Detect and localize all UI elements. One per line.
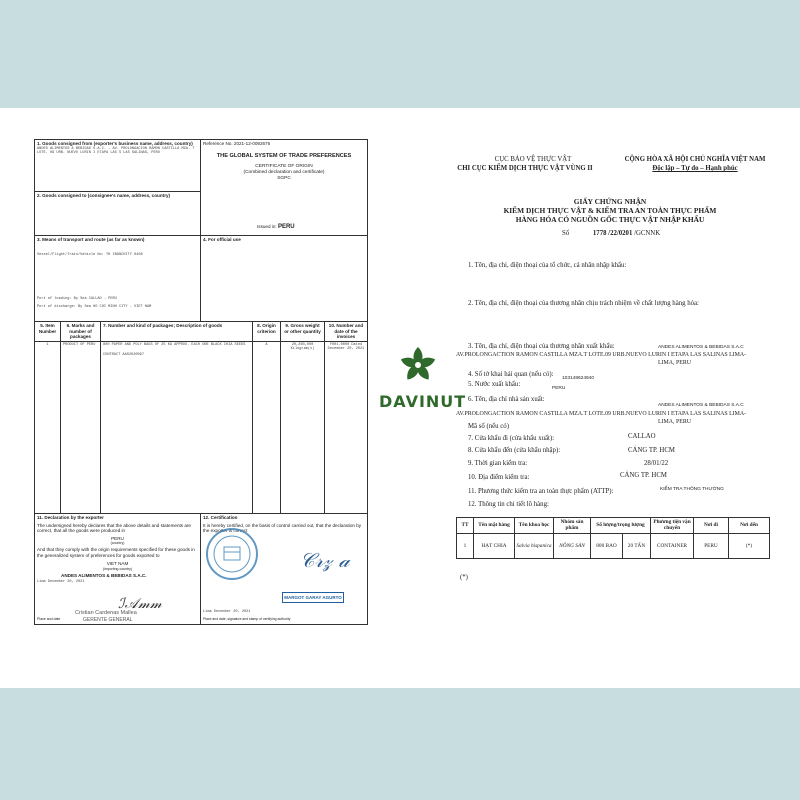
title-line2: KIỂM DỊCH THỰC VẬT & KIỂM TRA AN TOÀN THỰC PHẨM: [503, 206, 717, 215]
issued-in: [257, 224, 295, 231]
box3-label: 3. Means of transport and route (as far as known): [37, 237, 145, 242]
field-6: 6. Tên, địa chỉ nhà sản xuất:: [468, 396, 545, 403]
sgpc-label: SGPC: [277, 175, 291, 181]
certification-place-date: Lima December 20, 2021: [203, 610, 251, 614]
cert-title: CERTIFICATE OF ORIGIN: [255, 164, 313, 170]
issued-in-value: PERU: [277, 224, 295, 230]
exporter-company: ANDES ALIMENTOS & BEBIDAS S.A.C.: [61, 572, 147, 578]
th-tt: TT: [457, 518, 474, 534]
field-9: 9. Thời gian kiểm tra:: [468, 460, 528, 467]
field-10: 10. Địa điểm kiểm tra:: [468, 474, 530, 481]
so-label: Số: [562, 230, 570, 237]
comply-text: And that they comply with the origin requirements specified for these goods in the generalized system of preferences for goods exported to: [37, 547, 195, 558]
item-criterion: A: [253, 342, 281, 514]
field-3-address-cont: LIMA, PERU: [658, 360, 692, 366]
field-7: 7. Cửa khẩu đi (cửa khẩu xuất):: [468, 435, 555, 442]
place-date-label: Place and date: [37, 617, 61, 621]
box4-official-use: [201, 236, 367, 322]
item-marks: PRODUCT OF PERU: [61, 342, 101, 514]
cell-product-name: HẠT CHIA: [474, 533, 515, 558]
cell-origin: PERU: [694, 533, 729, 558]
cert-subtitle: (Combined declaration and certificate): [243, 169, 325, 175]
importing-country-label: (importing country): [102, 566, 133, 571]
vessel-line: Vessel/Flight/Train/Vehicle No: TH IBANCHITY 0408: [37, 252, 143, 257]
table-header-row: [457, 518, 770, 534]
col-invoices: 10. Number and date of the invoices: [325, 322, 367, 342]
agency-line1: CỤC BẢO VỆ THỰC VẬT: [494, 156, 572, 163]
item-description: [101, 342, 253, 514]
box1-consignor: [35, 140, 201, 192]
box1-label: 1. Goods consigned from (exporter's business name, address, country): [37, 141, 193, 146]
cell-transport: CONTAINER: [651, 533, 694, 558]
box3-transport: [35, 236, 201, 322]
th-transport: Phương tiện vận chuyển: [651, 518, 694, 534]
country-of-production: PERU: [111, 535, 124, 541]
davinut-logo-text: DAVINUT: [379, 392, 467, 411]
importing-country: VIET NAM: [106, 561, 129, 567]
box2-consignee: [35, 192, 201, 236]
box-gsp-header: [201, 140, 367, 236]
cell-destination: (*): [729, 533, 770, 558]
bottom-background-band: [0, 688, 800, 800]
th-quantity: Số lượng/trọng lượng: [591, 518, 651, 534]
certifier-signature-icon: 𝒞𝓇𝓏 𝒶: [300, 548, 350, 572]
field-11-value: KIỂM TRA THÔNG THƯỜNG: [660, 487, 724, 492]
th-scientific-name: Tên khoa học: [515, 518, 554, 534]
field-6-name: ANDES ALIMENTOS & BEBIDAS S.A.C: [658, 403, 744, 408]
signer-name: Cristian Cardenas Mallea: [75, 610, 137, 616]
field-10-value: CẢNG TP. HCM: [620, 472, 667, 479]
field-12: 12. Thông tin chi tiết lô hàng:: [468, 501, 549, 508]
item-number: 1: [35, 342, 61, 514]
th-origin: Nơi đi: [694, 518, 729, 534]
field-6-address-cont: LIMA, PERU: [658, 419, 692, 425]
field-7-value: CALLAO: [628, 433, 656, 440]
vn-plant-quarantine-certificate: [440, 150, 780, 610]
field-8: 8. Cửa khẩu đến (cửa khẩu nhập):: [468, 447, 561, 454]
exporter-place-date: Lima December 20, 2021: [37, 580, 85, 585]
country-line2: Độc lập – Tự do – Hạnh phúc: [652, 165, 738, 172]
so-suffix: /GCNNK: [634, 230, 661, 237]
col-item-number: 5. Item Number: [35, 322, 61, 342]
box2-label: 2. Goods consigned to (consignee's name, address, country): [37, 193, 171, 198]
top-background-band: [0, 0, 800, 108]
certification-sign-label: Place and date, signature and stamp of certifying authority: [203, 617, 291, 621]
box12-label: 12. Certification: [203, 515, 238, 520]
footnote: (*): [460, 574, 468, 581]
field-3-name: ANDES ALIMENTOS & BEBIDAS S.A.C: [658, 345, 744, 350]
th-product-name: Tên mặt hàng: [474, 518, 515, 534]
gsp-title: THE GLOBAL SYSTEM OF TRADE PREFERENCES: [216, 152, 352, 159]
th-destination: Nơi đến: [729, 518, 770, 534]
agency-line2: CHI CỤC KIỂM DỊCH THỰC VẬT VÙNG II: [457, 165, 593, 172]
field-5-value: PERU: [552, 386, 566, 391]
box11-label: 11. Declaration by the exporter: [37, 515, 104, 520]
exporter-signature-icon: ℐ𝒜𝓂𝓂: [118, 596, 162, 612]
field-9-value: 28/01/22: [644, 460, 669, 467]
field-2: 2. Tên, địa chỉ, điện thoại của thương nhân chịu trách nhiệm về chất lượng hàng hóa:: [468, 300, 699, 307]
field-4: 4. Số tờ khai hải quan (nếu có):: [468, 371, 554, 378]
th-product-group: Nhóm sản phẩm: [554, 518, 591, 534]
field-11: 11. Phương thức kiểm tra an toàn thực phẩm (ATTP):: [468, 488, 614, 495]
port-discharge: Port of discharge: By Sea HO CHI MINH CITY - VIET NAM: [37, 305, 152, 310]
col-origin-criterion: 8. Origin criterion: [253, 322, 281, 342]
country-line1: CỘNG HÒA XÃ HỘI CHỦ NGHĨA VIỆT NAM: [624, 156, 766, 163]
cell-tt: 1: [457, 533, 474, 558]
certificate-number: [562, 230, 660, 238]
field-3: 3. Tên, địa chỉ, điện thoại của thương nhân xuất khẩu:: [468, 343, 615, 350]
col-description: 7. Number and kind of packages; Description of goods: [101, 322, 253, 342]
cell-product-group: NÔNG SẢN: [554, 533, 591, 558]
col-gross-weight: 9. Gross weight or other quantity: [281, 322, 325, 342]
field-5: 5. Nước xuất khẩu:: [468, 381, 521, 388]
field-6-code: Mã số (nếu có): [468, 423, 509, 430]
box11-text: The undersigned hereby declares that the above details and statements are correct, that all the goods were produced in: [37, 522, 191, 533]
cell-weight: 20 TẤN: [623, 533, 651, 558]
so-value: 1778 /22/0201: [592, 230, 633, 237]
item-weight: 20,260,000 Kilogram(s): [281, 342, 325, 514]
issued-in-label: Issued in:: [257, 224, 277, 229]
box12-text: It is hereby certified, on the basis of control carried out, that the declaration by the exporter is correct: [203, 522, 362, 533]
table-row: [457, 533, 770, 558]
signer-title: GERENTE GENERAL: [83, 617, 133, 623]
box1-value: ANDES ALIMENTOS & BEBIDAS S.A.C. - AV. PROLONGACION RAMON CASTILLA MZA. T LOTE. 09 URB. NUEVO LURIN I ETAPA LAS S LAS SALINAS, PERU: [37, 146, 195, 155]
box4-label: 4. For official use: [203, 237, 241, 242]
field-1: 1. Tên, địa chỉ, điện thoại của tổ chức, cá nhân nhập khẩu:: [468, 262, 627, 269]
col-marks: 6. Marks and number of packages: [61, 322, 101, 342]
shipment-details-table: [456, 517, 770, 559]
country-label: (country): [110, 541, 125, 545]
field-4-value: 103148624940: [562, 376, 595, 381]
title-line3: HÀNG HÓA CÓ NGUỒN GỐC THỰC VẬT NHẬP KHẨU: [515, 215, 705, 224]
cell-bags: 800 BAO: [591, 533, 623, 558]
port-loading: Port of loading: By Sea CALLAO - PERU: [37, 296, 117, 301]
description-text: 800 PAPER AND POLY BAGS OF 25 KG APPROX. EACH ONE BLACK CHIA SEEDS: [103, 343, 246, 347]
field-3-address: AV.PROLONGACTION RAMON CASTILLA MZA.T LOTE.09 URB.NUEVO LURIN I ETAPA LAS SALINAS LIMA-: [456, 352, 747, 358]
cell-scientific-name: Salvia hispanica: [515, 533, 554, 558]
official-stamp-icon: [206, 528, 258, 580]
item-invoice: F001-0000 Dated December 20, 2021: [325, 342, 367, 514]
certifier-name-stamp: MARGOT GARAY AGURTO: [282, 592, 344, 603]
field-8-value: CẢNG TP. HCM: [628, 447, 675, 454]
field-6-address: AV.PROLONGACTION RAMON CASTILLA MZA.T LOTE.09 URB.NUEVO LURIN I ETAPA LAS SALINAS LIMA-: [456, 411, 747, 417]
title-line1: GIẤY CHỨNG NHẬN: [573, 197, 647, 206]
reference-number: Reference No. 2021-12-0092676: [203, 141, 271, 146]
contract-text: CONTRACT AAS2020097: [103, 353, 144, 358]
